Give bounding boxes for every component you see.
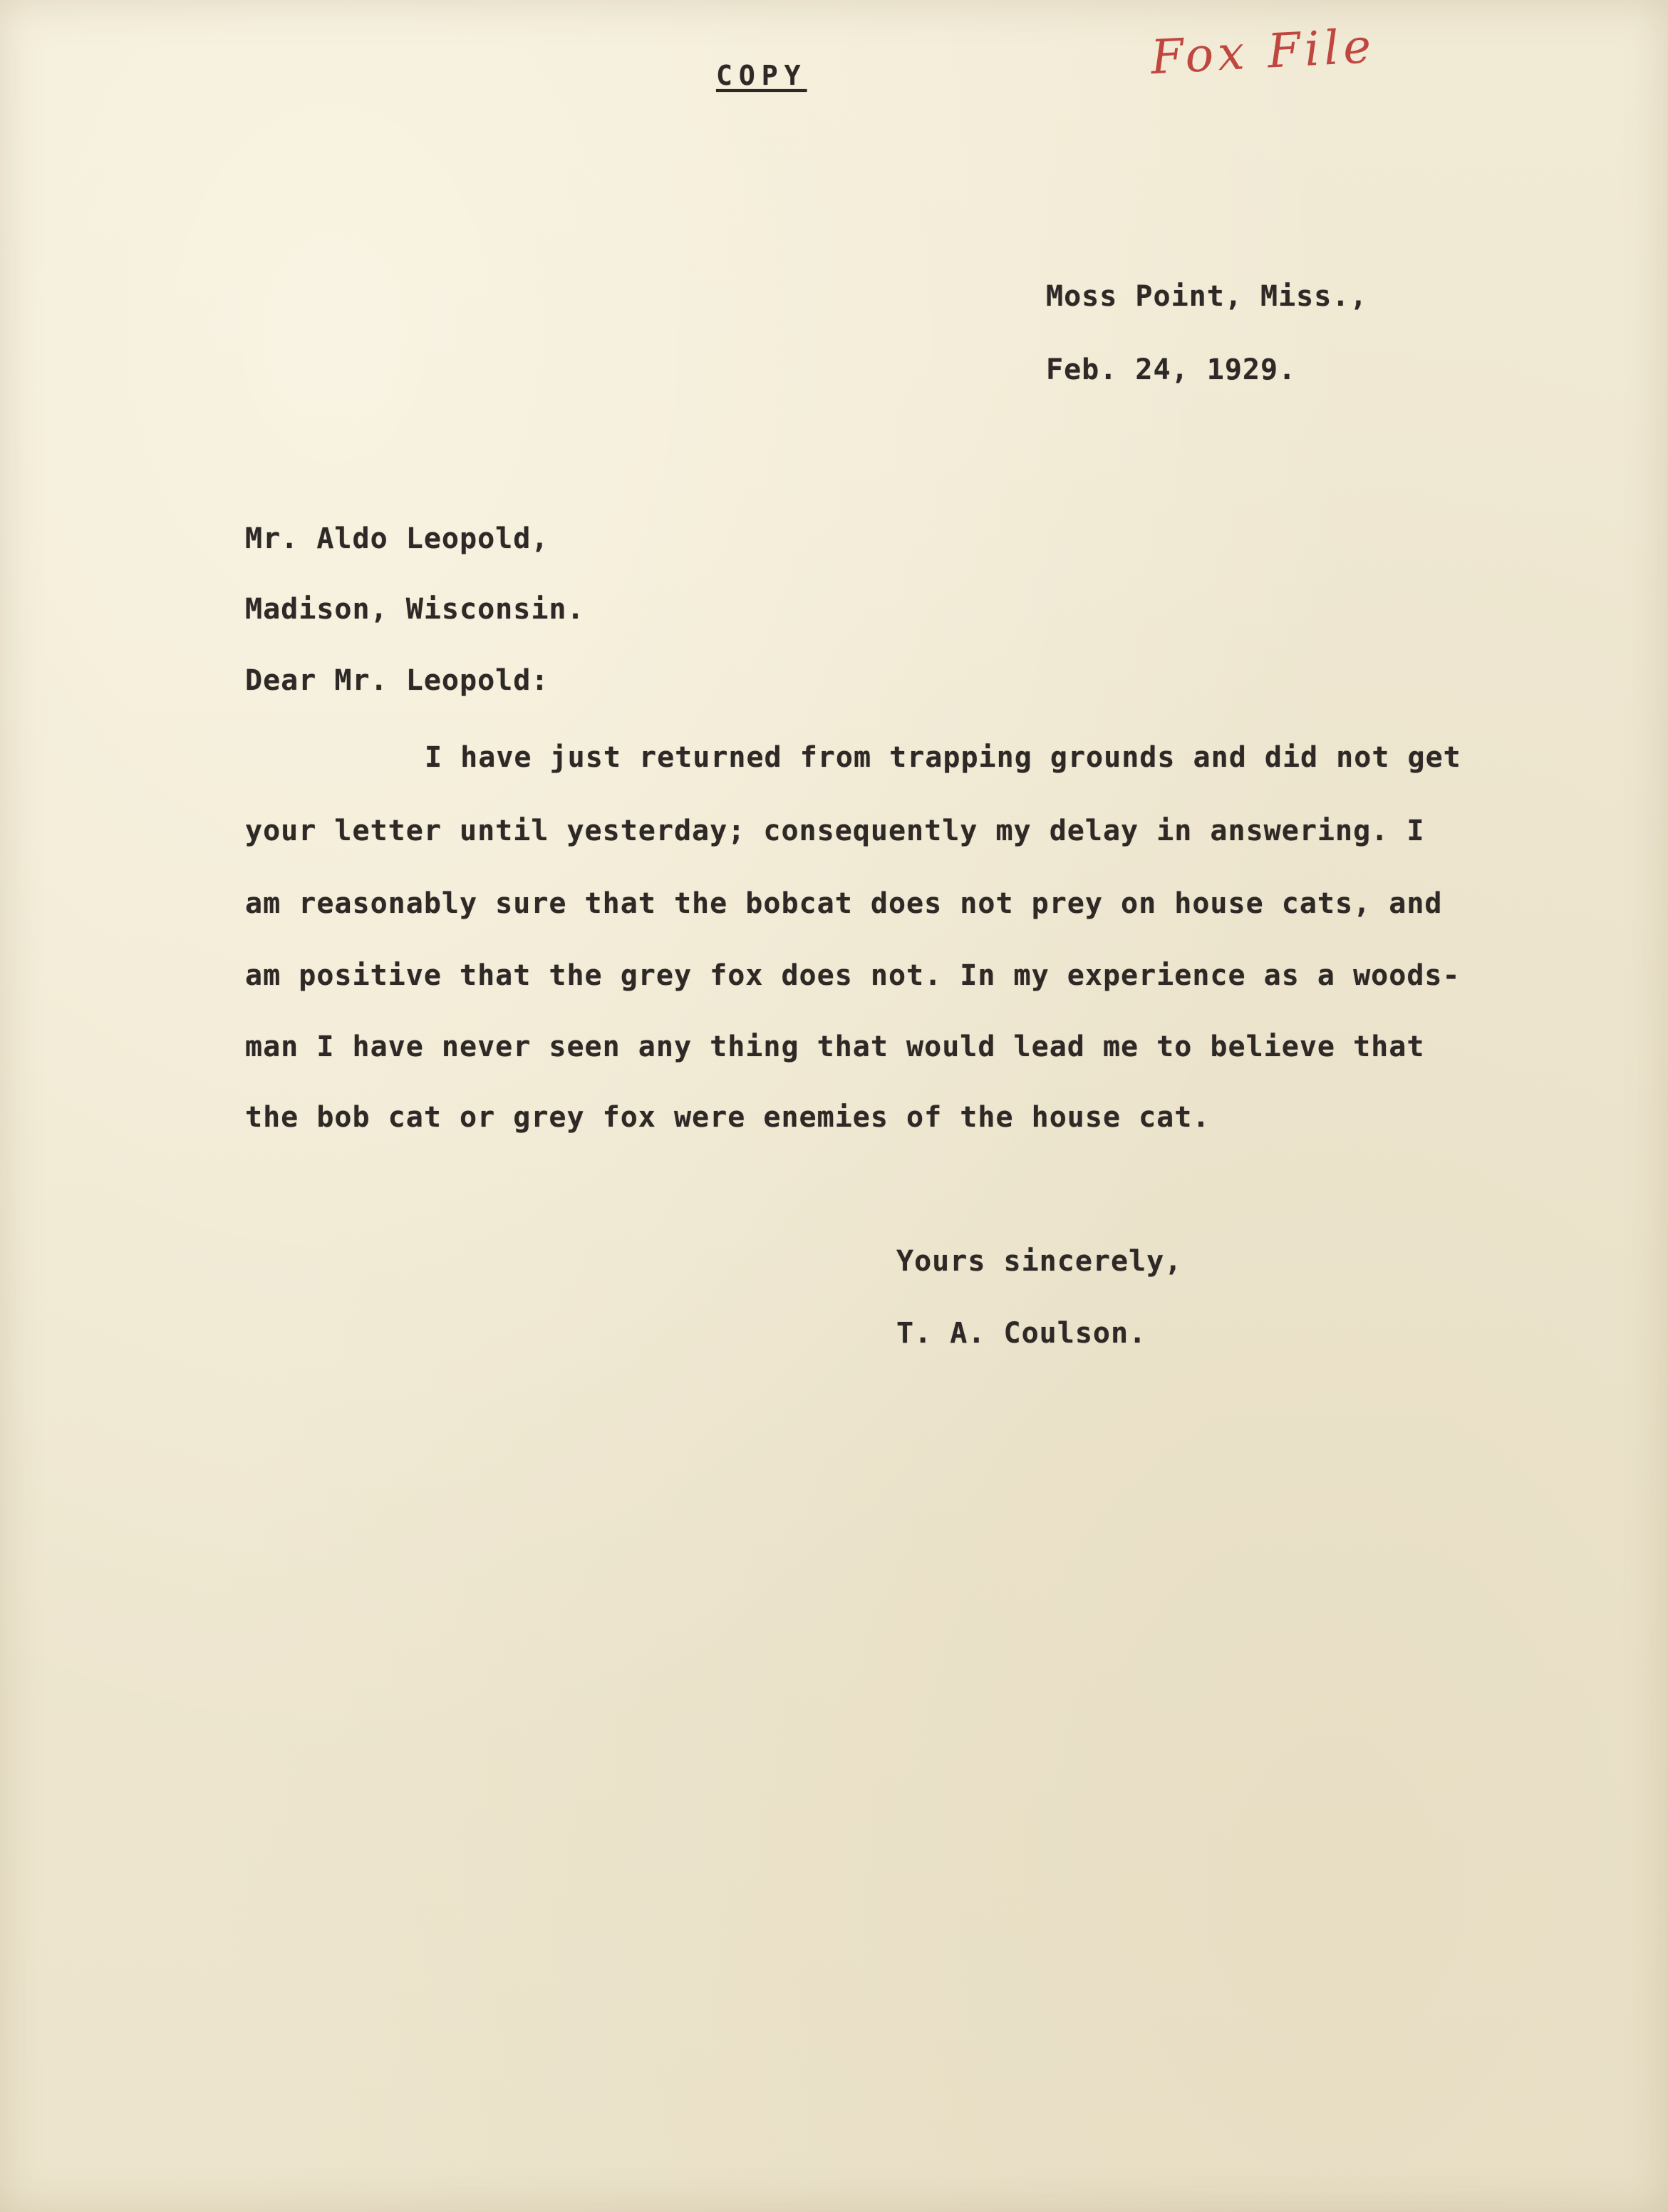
body-line: the bob cat or grey fox were enemies of the house cat.: [245, 1101, 1211, 1134]
body-line: your letter until yesterday; consequently my delay in answering. I: [245, 815, 1425, 847]
body-line: am positive that the grey fox does not. In my experience as a woods-: [245, 959, 1461, 992]
body-line: man I have never seen any thing that would lead me to believe that: [245, 1030, 1425, 1063]
recipient-name: Mr. Aldo Leopold,: [245, 522, 549, 555]
recipient-city: Madison, Wisconsin.: [245, 593, 585, 626]
body-line: I have just returned from trapping grounds and did not get: [425, 741, 1461, 774]
sender-location: Moss Point, Miss.,: [1046, 280, 1368, 313]
closing: Yours sincerely,: [896, 1245, 1183, 1278]
signature-name: T. A. Coulson.: [896, 1317, 1147, 1350]
salutation: Dear Mr. Leopold:: [245, 664, 549, 697]
copy-heading: COPY: [716, 60, 807, 91]
handwritten-annotation: Fox File: [1149, 18, 1377, 86]
letter-date: Feb. 24, 1929.: [1046, 353, 1297, 386]
body-line: am reasonably sure that the bobcat does not prey on house cats, and: [245, 887, 1443, 920]
